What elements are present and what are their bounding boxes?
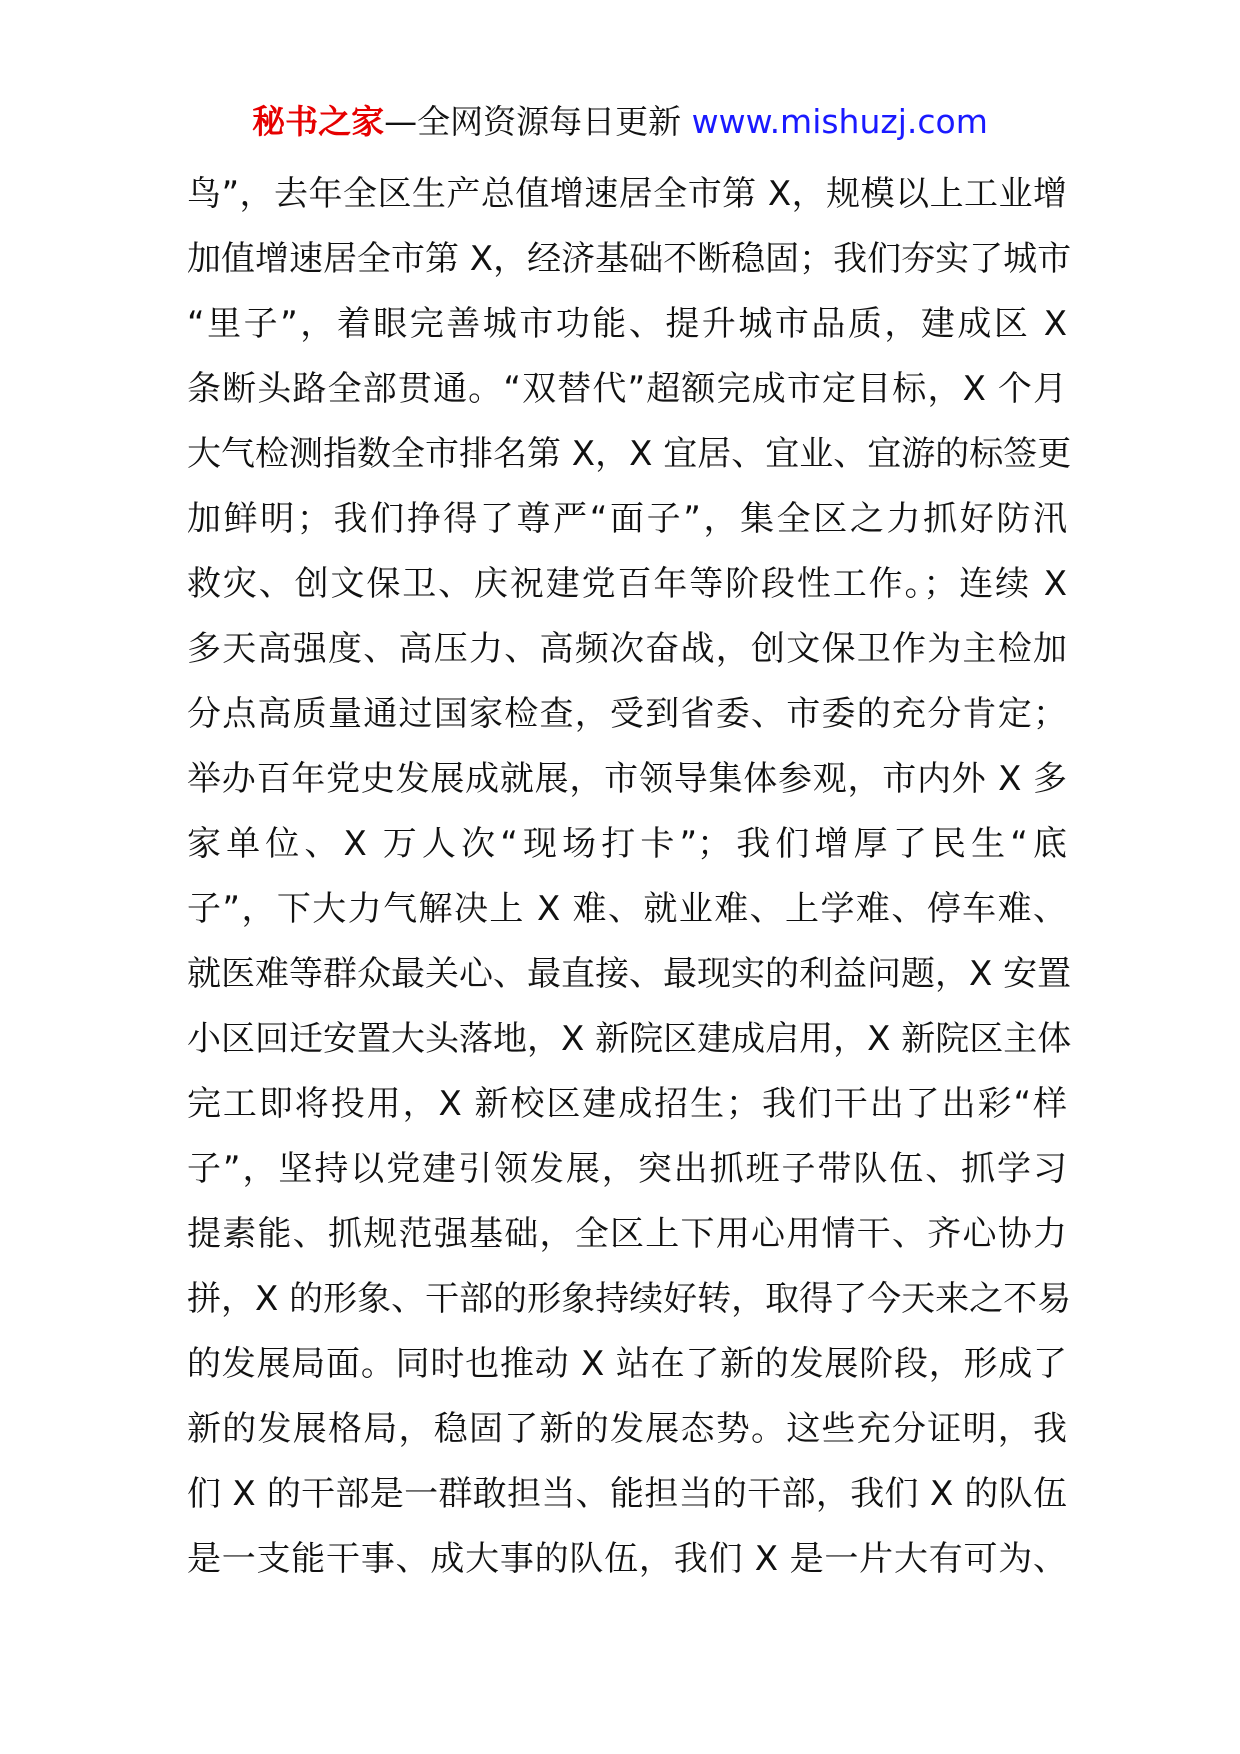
text-line: 拼，X 的形象、干部的形象持续好转，取得了今天来之不易 [187,1279,1072,1319]
text-line: 小区回迁安置大头落地，X 新院区建成启用，X 新院区主体 [187,1019,1072,1059]
text-line: 就医难等群众最关心、最直接、最现实的利益问题，X 安置 [187,954,1072,994]
text-line: 提素能、抓规范强基础，全区上下用心用情干、齐心协力 [187,1214,1067,1254]
text-line: 加值增速居全市第 X，经济基础不断稳固；我们夯实了城市 [187,239,1072,279]
header-tagline: —全网资源每日更新 [384,102,692,141]
text-line: 条断头路全部贯通。“双替代”超额完成市定目标，X 个月 [187,369,1067,409]
header-brand: 秘书之家 [252,102,385,141]
text-line: 救灾、创文保卫、庆祝建党百年等阶段性工作。；连续 X [187,564,1067,604]
header-url-link[interactable]: www.mishuzj.com [691,102,988,141]
text-line: 子”，坚持以党建引领发展，突出抓班子带队伍、抓学习 [187,1149,1067,1189]
text-line: 完工即将投用，X 新校区建成招生；我们干出了出彩“样 [187,1084,1067,1124]
text-line: 举办百年党史发展成就展，市领导集体参观，市内外 X 多 [187,759,1067,799]
text-line: “里子”，着眼完善城市功能、提升城市品质，建成区 X [187,304,1067,344]
text-line: 们 X 的干部是一群敢担当、能担当的干部，我们 X 的队伍 [187,1474,1067,1514]
text-line: 的发展局面。同时也推动 X 站在了新的发展阶段，形成了 [187,1344,1067,1384]
text-line: 大气检测指数全市排名第 X，X 宜居、宜业、宜游的标签更 [187,434,1072,474]
text-line: 子”，下大力气解决上 X 难、就业难、上学难、停车难、 [187,889,1067,929]
text-line: 是一支能干事、成大事的队伍，我们 X 是一片大有可为、 [187,1539,1067,1579]
text-line: 多天高强度、高压力、高频次奋战，创文保卫作为主检加 [187,629,1067,669]
text-line: 分点高质量通过国家检查，受到省委、市委的充分肯定； [187,694,1067,734]
text-line: 加鲜明；我们挣得了尊严“面子”，集全区之力抓好防汛 [187,499,1067,539]
document-body [187,162,1072,1592]
text-line: 鸟”，去年全区生产总值增速居全市第 X，规模以上工业增 [187,174,1067,214]
page-header [0,100,1240,144]
text-line: 新的发展格局，稳固了新的发展态势。这些充分证明，我 [187,1409,1067,1449]
text-line: 家单位、X 万人次“现场打卡”；我们增厚了民生“底 [187,824,1067,864]
